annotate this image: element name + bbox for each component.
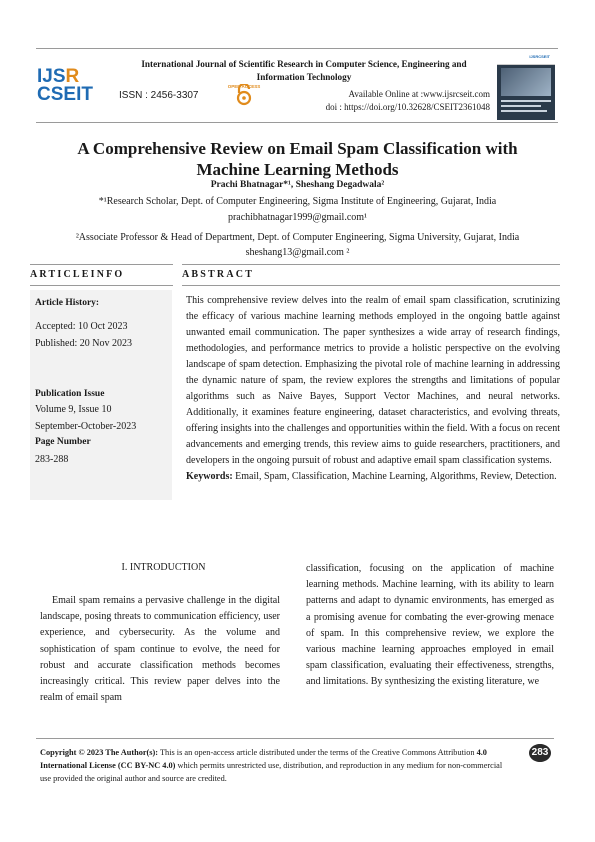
abstract-top-rule bbox=[182, 264, 560, 265]
logo-text-cseit: CSEIT bbox=[37, 84, 93, 105]
introduction-right-column: classification, focusing on the application of machine learning methods. Machine learning, with its ability to learn patterns and adapt to dynamic environments, has emerged as a promising avenue for combating the ever-growing menace of spam. In this comprehensive review, we explore the various machine learning approaches employed in email spam classification, evaluating their effectiveness, strengths, and limitations. By synthesizing the existing literature, we bbox=[306, 563, 554, 688]
publication-issue-label: Publication Issue bbox=[35, 389, 105, 399]
footer-rule bbox=[36, 738, 554, 739]
email-1[interactable]: prachibhatnagar1999@gmail.com¹ bbox=[227, 212, 368, 223]
article-info-bottom-rule bbox=[30, 285, 173, 286]
issn: ISSN : 2456-3307 bbox=[119, 90, 199, 101]
email-2[interactable]: sheshang13@gmail.com ² bbox=[245, 247, 350, 258]
logo-text-r: R bbox=[65, 66, 80, 87]
license-link[interactable]: 4.0 International License (CC BY-NC 4.0) bbox=[40, 748, 487, 770]
copyright-text-1: This is an open-access article distributed under the terms of the Creative Commons Attribution bbox=[158, 748, 477, 757]
paper-title-line1: A Comprehensive Review on Email Spam Classification with bbox=[77, 139, 518, 158]
journal-title: International Journal of Scientific Research in Computer Science, Engineering and Information Technology bbox=[141, 59, 467, 82]
accepted-date: Accepted: 10 Oct 2023 bbox=[35, 321, 128, 332]
header-top-rule bbox=[36, 48, 558, 49]
keywords-list: Email, Spam, Classification, Machine Learning, Algorithms, Review, Detection. bbox=[232, 471, 557, 482]
article-history-label: Article History: bbox=[35, 298, 100, 308]
abstract-heading: ABSTRACT bbox=[182, 269, 255, 280]
introduction-heading: I. INTRODUCTION bbox=[121, 562, 206, 573]
affiliation-1: *¹Research Scholar, Dept. of Computer Engineering, Sigma Institute of Engineering, Gujarat, India bbox=[98, 196, 497, 207]
volume-issue: Volume 9, Issue 10 bbox=[35, 404, 112, 415]
header-bottom-rule bbox=[36, 122, 558, 123]
paper-authors: Prachi Bhatnagar*¹, Sheshang Degadwala² bbox=[210, 180, 385, 190]
open-access-badge bbox=[214, 84, 274, 106]
paper-title-line2: Machine Learning Methods bbox=[196, 160, 399, 179]
published-date: Published: 20 Nov 2023 bbox=[35, 338, 132, 349]
copyright-notice bbox=[40, 746, 510, 785]
copyright-label: Copyright © 2023 The Author(s): bbox=[40, 748, 159, 757]
keywords-label: Keywords: bbox=[186, 471, 233, 482]
journal-logo bbox=[37, 68, 99, 108]
page-number-badge bbox=[528, 743, 552, 763]
open-access-label: OPEN ACCESS bbox=[227, 84, 261, 89]
abstract-body bbox=[186, 293, 560, 485]
copyright-text-2: which permits unrestricted use, distribution, and reproduction in any medium for non-commercial use provided the original author and source are credited. bbox=[40, 761, 503, 783]
page-range: 283-288 bbox=[35, 454, 69, 465]
cover-label: IJSRCSEIT bbox=[529, 54, 550, 59]
introduction-left-column: Email spam remains a pervasive challenge in the digital landscape, posing threats to communication efficiency, user experience, and cybersecurity. As the volume and sophistication of spam continue to evolve, the need for robust and accurate classification methods becomes increasingly critical. This review paper delves into the realm of email spam bbox=[40, 595, 280, 704]
available-online: Available Online at :www.ijsrcseit.com bbox=[348, 89, 490, 99]
publication-period: September-October-2023 bbox=[35, 421, 137, 432]
paper-title bbox=[40, 138, 555, 180]
page-number-label: Page Number bbox=[35, 437, 91, 447]
article-info-heading: ARTICLEINFO bbox=[30, 269, 125, 280]
journal-cover-thumbnail bbox=[497, 52, 555, 120]
abstract-bottom-rule bbox=[182, 285, 560, 286]
article-info-top-rule bbox=[30, 264, 173, 265]
affiliation-2: ²Associate Professor & Head of Department, Dept. of Computer Engineering, Sigma University, Gujarat, India bbox=[75, 232, 520, 243]
logo-text-ijs: IJS bbox=[37, 66, 66, 87]
page-number: 283 bbox=[531, 747, 549, 758]
doi-link[interactable]: doi : https://doi.org/10.32628/CSEIT2361048 bbox=[325, 102, 490, 112]
abstract-text: This comprehensive review delves into the realm of email spam classification, scrutinizing the efficacy of various machine learning methods employed in the ongoing battle against unwanted email communication. The paper synthesizes a wide array of research findings, methodologies, and performance metrics to provide a holistic perspective on the evolving landscape of spam detection. Emphasizing the pivotal role of machine learning in addressing the dynamic nature of spam, the review explores the strengths and limitations of popular algorithms such as Naive Bayes, Support Vector Machines, and neural networks. Additionally, it examines feature engineering, dataset characteristics, and evolving threats, offering insights into the challenges and opportunities within the field. With a focus on recent advancements and emerging trends, this review aims to guide researchers, practitioners, and developers in the ongoing pursuit of robust and adaptive email spam classification systems. bbox=[186, 295, 560, 466]
